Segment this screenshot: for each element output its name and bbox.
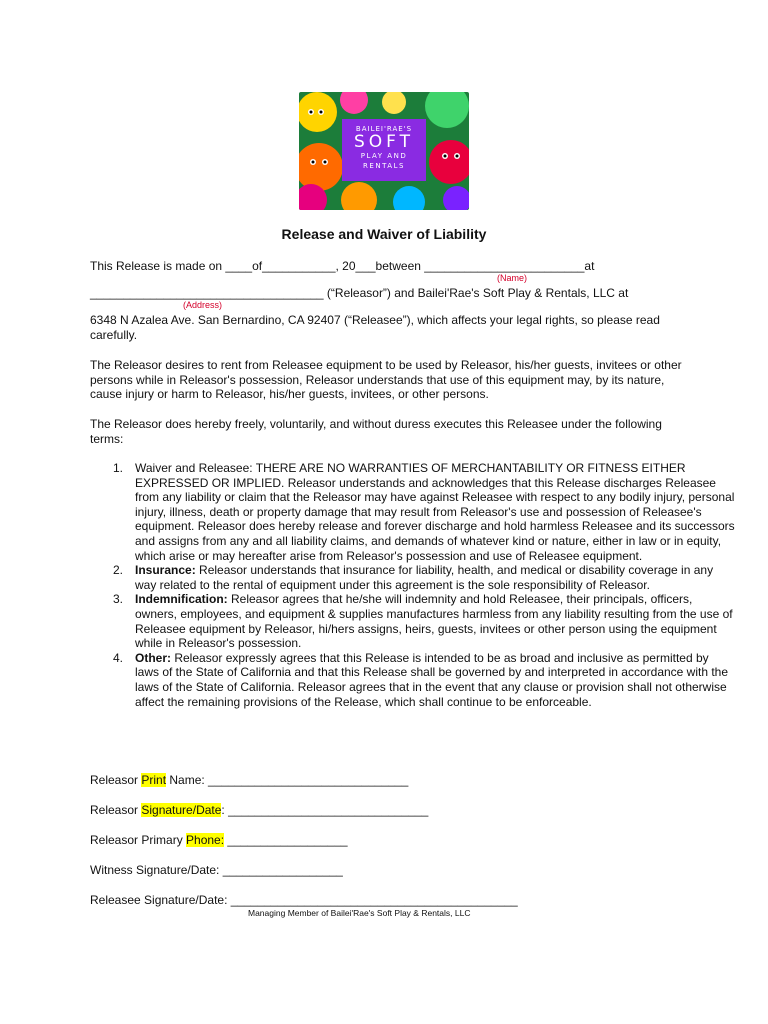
term-text: Releasor agrees that he/she will indemnity and hold Releasee, their principals, officers, owners, employees, and equipment & supplies manufactures harmless from any liability resulting from the use of Releasee equipment by Releasor, hi/hers assigns, heirs, guests, invitees or other person using the equipment while in Releasor's possession. <box>135 592 733 651</box>
logo-title-box <box>342 119 426 181</box>
term-item <box>113 563 735 592</box>
term-heading: Other: <box>135 650 171 665</box>
phone-line: __________________ <box>224 833 348 847</box>
phone-label: Releasor Primary <box>90 833 187 847</box>
terms-list <box>90 461 735 709</box>
term-item <box>113 650 735 709</box>
logo-text-line1: BAILEI'RAE'S <box>355 125 413 133</box>
document-title: Release and Waiver of Liability <box>281 226 487 242</box>
term-item <box>113 592 735 651</box>
name-hint: (Name) <box>497 273 528 283</box>
phone-highlight: Phone: <box>186 833 225 847</box>
logo-text-line4: RENTALS <box>363 162 405 170</box>
term-number: 3. <box>113 592 124 607</box>
address-hint: (Address) <box>183 300 223 310</box>
logo-text-line3: PLAY AND <box>360 152 408 160</box>
term-number: 1. <box>113 461 124 475</box>
print-highlight: Print <box>141 773 167 787</box>
signature-label: Releasor <box>90 803 142 817</box>
logo-text-line2: SOFT <box>353 132 415 152</box>
term-heading: Indemnification: <box>135 592 228 607</box>
witness-signature-field[interactable]: Witness Signature/Date: __________________ <box>90 863 343 877</box>
term-text: Releasor understands that insurance for liability, health, and medical or disability coverage in any way related to the rental of equipment under this agreement is the sole responsibility of Releasor. <box>135 563 714 592</box>
term-text: Waiver and Releasee: THERE ARE NO WARRANTIES OF MERCHANTABILITY OR FITNESS EITHER EXPRESSED OR IMPLIED. Releasor understands and acknowledges that this Release discharges Releasee from any liability or claim that the Releasor may have against Releasee with respect to any bodily injury, personal injury, illness, death or property damage that may result from Releasor's use and possession of Releasee's equipment. Releasor does hereby release and forever discharge and hold harmless Releasee and its successors and assigns from any and all liability claims, and demands of whatever kind or nature, either in law or in equity, which arise or may hereafter arise from Releasor's possession and use of Releasee equipment. <box>135 461 735 563</box>
term-heading: Insurance: <box>135 563 196 578</box>
signature-line: : ______________________________ <box>221 803 429 817</box>
term-number: 2. <box>113 563 124 578</box>
paragraph-terms-intro: The Releasor does hereby freely, voluntarily, and without duress executes this Releasee under the following terms: <box>90 417 662 446</box>
releasor-signature-field[interactable] <box>90 803 428 817</box>
company-logo <box>299 92 469 210</box>
paragraph-usage: The Releasor desires to rent from Releasee equipment to be used by Releasor, his/her guests, invitees or other persons while in Releasor's possession, Releasor understands that use of this equipment may, by its nature, cause injury or harm to Releasor, his/her guests, invitees, or other persons. <box>90 358 682 402</box>
term-item <box>113 461 735 563</box>
intro-line2: ___________________________________ (“Releasor”) and Bailei'Rae's Soft Play & Rentals, LLC at <box>90 286 629 300</box>
releasee-signature-field[interactable]: Releasee Signature/Date: ___________________________________________ <box>90 893 518 907</box>
intro-line3: 6348 N Azalea Ave. San Bernardino, CA 92407 (“Releasee”), which affects your legal rights, so please read carefully. <box>90 313 660 342</box>
intro-line1: This Release is made on ____of___________, 20___between ________________________at <box>90 259 595 273</box>
print-name-line: Name: ______________________________ <box>166 773 409 787</box>
signature-highlight: Signature/Date <box>141 803 222 817</box>
term-number: 4. <box>113 650 124 665</box>
phone-field[interactable] <box>90 833 348 847</box>
footer-caption: Managing Member of Bailei'Rae's Soft Play & Rentals, LLC <box>248 908 471 918</box>
print-name-field[interactable] <box>90 773 408 787</box>
term-text: Releasor expressly agrees that this Release is intended to be as broad and inclusive as permitted by laws of the State of California and that this Release shall be governed by and interpreted in accordance with the laws of the State of California. Releasor agrees that in the event that any clause or provision shall not otherwise affect the remaining provisions of the Release, which shall continue to be enforceable. <box>135 650 729 709</box>
print-name-label: Releasor <box>90 773 142 787</box>
